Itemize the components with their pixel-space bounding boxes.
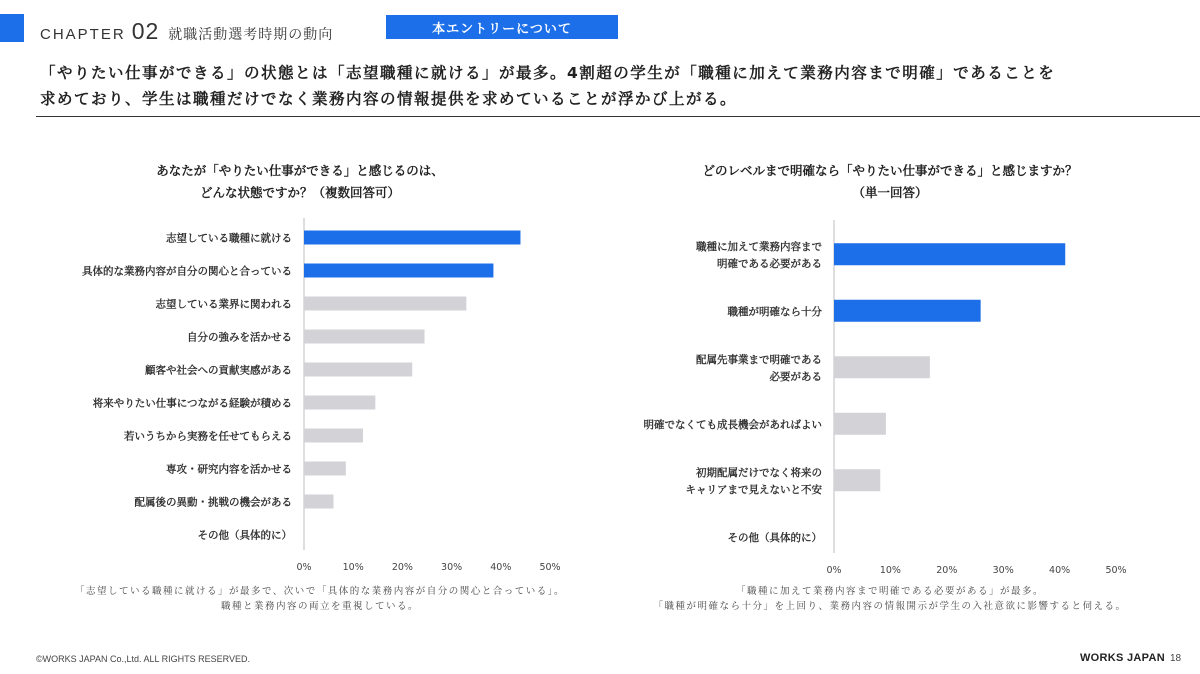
headline-divider [36, 116, 1200, 117]
chapter-number: 02 [131, 18, 160, 44]
works-japan-logo: WORKS JAPAN [1080, 652, 1165, 664]
chart-left-plot [40, 218, 600, 638]
x-tick-label: 0% [296, 562, 312, 573]
chart-left-title [40, 160, 560, 204]
category-label: 志望している職種に就ける [166, 232, 292, 245]
entry-tag: 本エントリーについて [386, 15, 618, 39]
chart-right-note [610, 584, 1170, 614]
chart-left-note [40, 584, 600, 614]
bar [304, 297, 466, 311]
bar [834, 356, 930, 378]
bar [304, 264, 493, 278]
bar [304, 495, 334, 509]
accent-bar [0, 14, 24, 42]
chart-right-title [620, 160, 1160, 204]
bar [304, 462, 346, 476]
headline [40, 60, 1160, 112]
chart-right-plot [620, 218, 1180, 638]
category-label: 将来やりたい仕事につながる経験が積める [92, 397, 292, 410]
x-tick-label: 10% [879, 565, 901, 576]
category-label: 職種が明確なら十分 [727, 305, 822, 318]
bar [304, 396, 375, 410]
bar [834, 243, 1065, 265]
bar [834, 300, 981, 322]
category-label: キャリアまで見えないと不安 [685, 483, 822, 496]
x-tick-label: 10% [342, 562, 364, 573]
bar [834, 469, 880, 491]
chart-left-title-line-2: どんな状態ですか？（複数回答可） [199, 185, 400, 200]
headline-line-1: 「やりたい仕事ができる」の状態とは「志望職種に就ける」が最多。4割超の学生が「職種に加えて業務内容まで明確」であることを [40, 64, 1056, 82]
chart-right-title-line-2: （単一回答） [852, 185, 928, 200]
x-tick-label: 20% [936, 565, 958, 576]
page-number: 18 [1170, 653, 1182, 664]
category-label: 明確である必要がある [717, 257, 822, 270]
category-label: その他（具体的に） [727, 531, 822, 544]
x-tick-label: 20% [391, 562, 413, 573]
category-label: 専攻・研究内容を活かせる [166, 463, 292, 476]
category-label: 若いうちから実務を任せてもらえる [124, 430, 292, 443]
bar [304, 231, 520, 245]
chapter-word: CHAPTER [40, 26, 126, 43]
bar [304, 330, 425, 344]
headline-line-2: 求めており、学生は職種だけでなく業務内容の情報提供を求めていることが浮かび上がる。 [40, 90, 738, 108]
copyright: ©WORKS JAPAN Co.,Ltd. ALL RIGHTS RESERVED. [36, 654, 251, 664]
category-label: その他（具体的に） [197, 529, 292, 542]
x-tick-label: 50% [1105, 565, 1127, 576]
bar [834, 413, 886, 435]
x-tick-label: 50% [539, 562, 561, 573]
chapter-heading [40, 18, 333, 45]
x-tick-label: 0% [826, 565, 842, 576]
category-label: 志望している業界に関われる [155, 298, 292, 311]
category-label: 具体的な業務内容が自分の関心と合っている [82, 265, 292, 278]
x-tick-label: 30% [992, 565, 1014, 576]
category-label: 顧客や社会への貢献実感がある [145, 364, 292, 377]
chart-right-title-line-1: どのレベルまで明確なら「やりたい仕事ができる」と感じますか？ [702, 163, 1078, 178]
category-label: 自分の強みを活かせる [187, 331, 292, 344]
chapter-title: 就職活動選考時期の動向 [168, 27, 334, 43]
chart-left-note-line-2: 職種と業務内容の両立を重視している。 [220, 601, 419, 612]
x-tick-label: 40% [490, 562, 512, 573]
bar [304, 429, 363, 443]
category-label: 配属先事業まで明確である [696, 353, 822, 366]
chart-left-title-line-1: あなたが「やりたい仕事ができる」と感じるのは、 [156, 163, 444, 178]
category-label: 配属後の異動・挑戦の機会がある [134, 496, 292, 509]
x-tick-label: 40% [1049, 565, 1071, 576]
chart-right-note-line-1: 「職種に加えて業務内容まで明確である必要がある」が最多。 [735, 586, 1044, 597]
bar [304, 363, 412, 377]
chart-left-note-line-1: 「志望している職種に就ける」が最多で、次いで「具体的な業務内容が自分の関心と合っている」。 [74, 586, 566, 597]
category-label: 初期配属だけでなく将来の [696, 466, 822, 479]
x-tick-label: 30% [441, 562, 463, 573]
chart-right-note-line-2: 「職種が明確なら十分」を上回り、業務内容の情報開示が学生の入社意欲に影響すると伺える。 [653, 601, 1127, 612]
category-label: 明確でなくても成長機会があればよい [643, 418, 822, 431]
category-label: 職種に加えて業務内容まで [696, 240, 822, 253]
category-label: 必要がある [769, 370, 822, 383]
